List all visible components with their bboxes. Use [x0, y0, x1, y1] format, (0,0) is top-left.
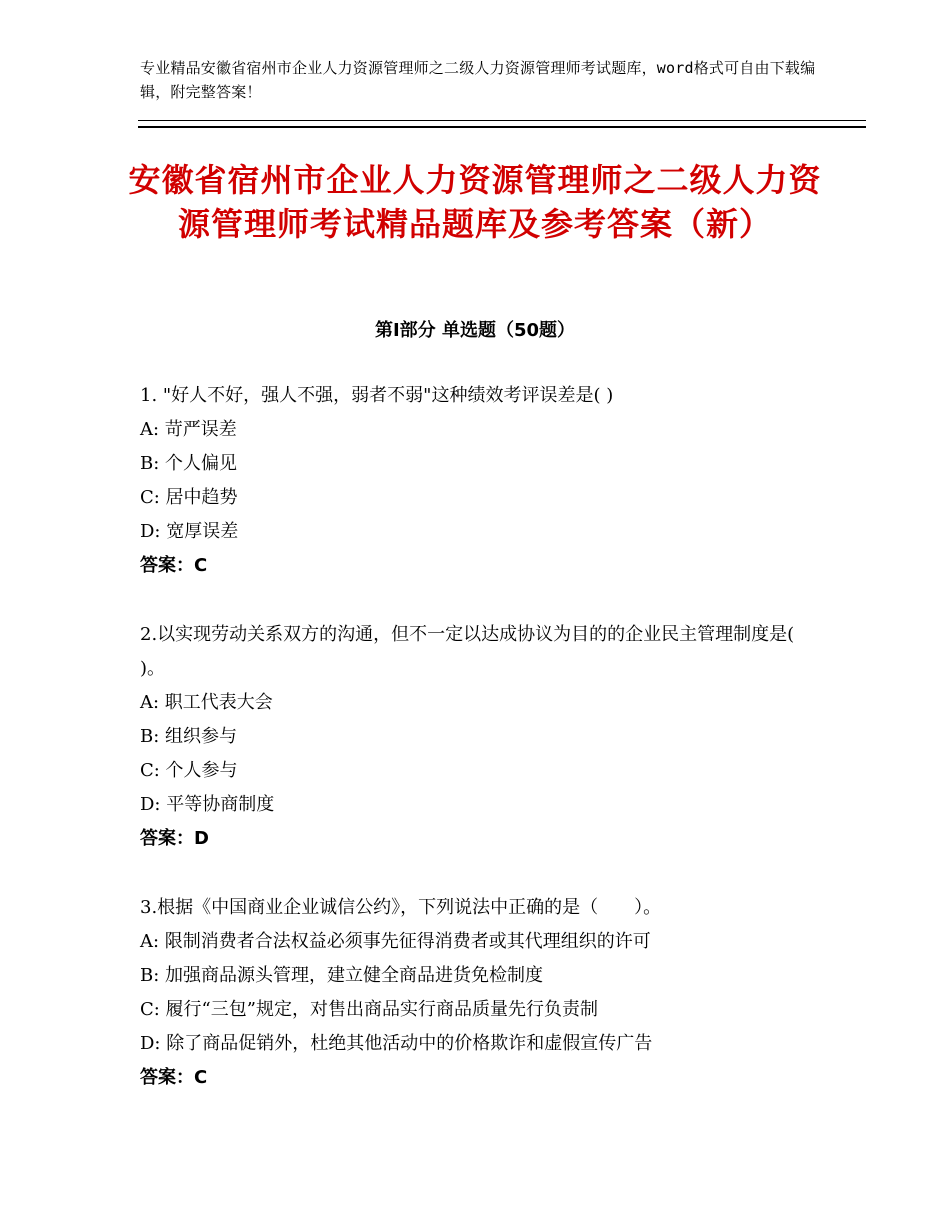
header-note: 专业精品安徽省宿州市企业人力资源管理师之二级人力资源管理师考试题库，word格式可自由下载编辑，附完整答案！ [140, 59, 816, 101]
question-stem: 1. "好人不好，强人不强，弱者不弱"这种绩效考评误差是( ) [140, 385, 614, 406]
option-b: B: 组织参与 [140, 726, 238, 747]
option-b: B: 加强商品源头管理，建立健全商品进货免检制度 [140, 965, 544, 986]
header-divider [138, 120, 866, 128]
question-stem: 2.以实现劳动关系双方的沟通，但不一定以达成协议为目的的企业民主管理制度是( )。 [140, 624, 795, 679]
option-c: C: 居中趋势 [140, 487, 238, 508]
question-stem: 3.根据《中国商业企业诚信公约》，下列说法中正确的是（ ）。 [140, 897, 662, 918]
option-c: C: 履行“三包”规定，对售出商品实行商品质量先行负责制 [140, 999, 598, 1020]
option-c: C: 个人参与 [140, 760, 238, 781]
question-3 [140, 891, 820, 1095]
option-a: A: 苛严误差 [140, 419, 237, 440]
document-title: 安徽省宿州市企业人力资源管理师之二级人力资源管理师考试精品题库及参考答案（新） [128, 161, 822, 243]
question-2 [140, 618, 820, 856]
option-a: A: 职工代表大会 [140, 692, 273, 713]
answer: 答案：C [140, 555, 208, 576]
section-title: 第Ⅰ部分 单选题（50题） [374, 320, 575, 341]
answer: 答案：C [140, 1067, 208, 1088]
answer: 答案：D [140, 828, 209, 849]
question-1 [140, 379, 820, 583]
option-d: D: 平等协商制度 [140, 794, 275, 815]
option-d: D: 宽厚误差 [140, 521, 239, 542]
option-b: B: 个人偏见 [140, 453, 238, 474]
option-d: D: 除了商品促销外，杜绝其他活动中的价格欺诈和虚假宣传广告 [140, 1033, 653, 1054]
option-a: A: 限制消费者合法权益必须事先征得消费者或其代理组织的许可 [140, 931, 651, 952]
